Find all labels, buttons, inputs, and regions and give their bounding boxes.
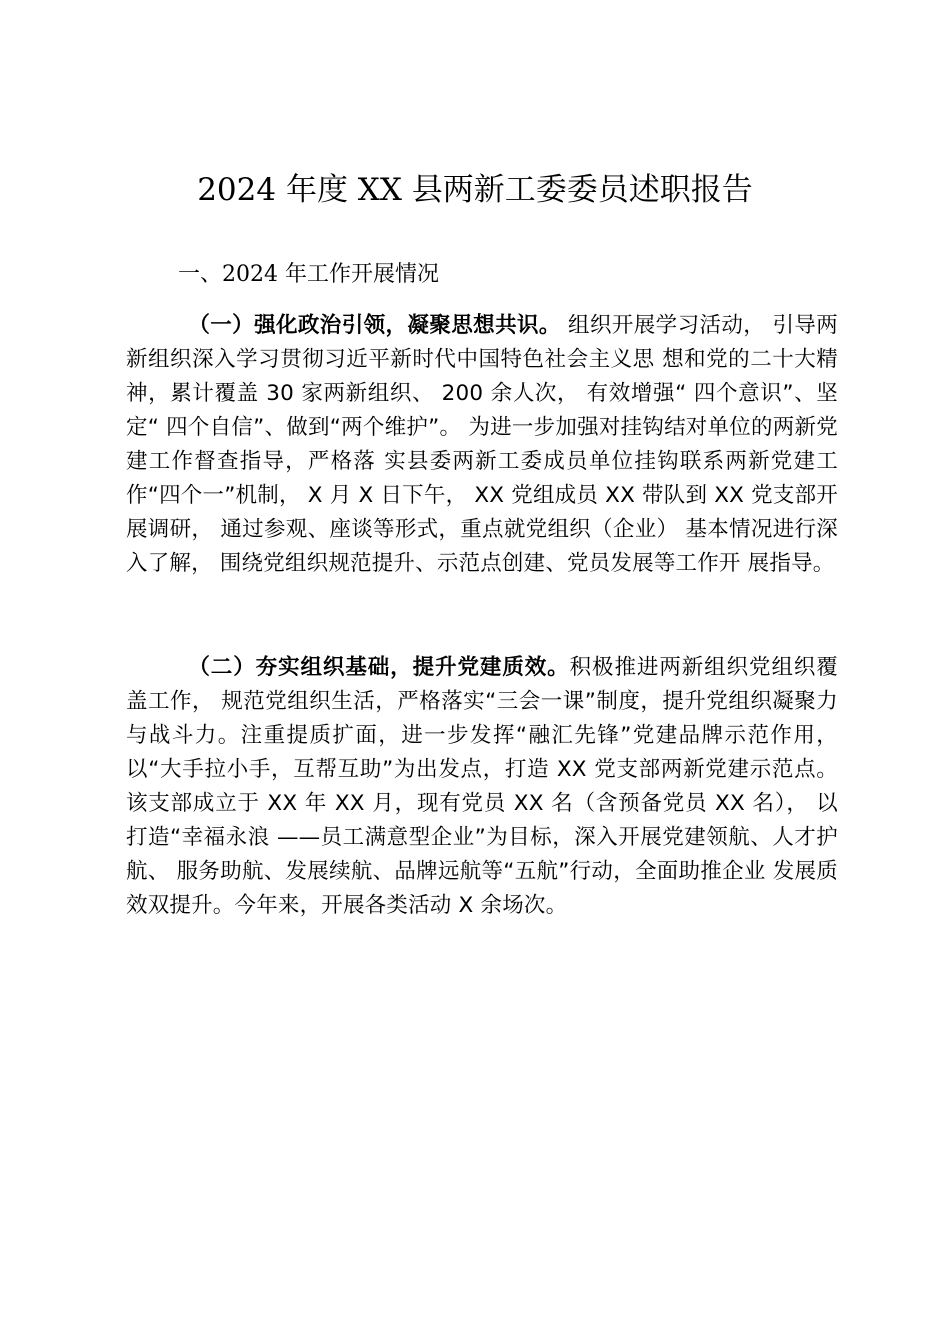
paragraph-2-body: 积极推进两新组织党组织覆盖工作， 规范党组织生活，严格落实“三会一课”制度，提升党组织凝聚力与战斗力。注重提质扩面，进一步发挥“融汇先锋”党建品牌示范作用，以“大手拉小手，互帮互助”为出发点，打造 XX 党支部两新党建示范点。 该支部成立于 XX 年 XX 月，现有党员 XX 名（含预备党员 XX 名）， 以打造“幸福永浪 ——员工满意型企业”为目标，深入开展党建领航、人才护航、 服务助航、发展续航、品牌远航等“五航”行动，全面助推企业 发展质效双提升。今年来，开展各类活动 X 余场次。 (126, 655, 839, 918)
paragraph-2-lead: （二）夯实组织基础，提升党建质效。 (188, 655, 570, 680)
paragraph-2 (126, 651, 838, 923)
section-heading: 一、2024 年工作开展情况 (178, 262, 439, 287)
paragraph-1 (126, 309, 838, 581)
page-title: 2024 年度 XX 县两新工委委员述职报告 (197, 172, 753, 208)
paragraph-1-body: 组织开展学习活动， 引导两新组织深入学习贯彻习近平新时代中国特色社会主义思 想和党的二十大精神，累计覆盖 30 家两新组织、 200 余人次， 有效增强“ 四个意识”、坚定“ 四个自信”、做到“两个维护”。 为进一步加强对挂钩结对单位的两新党建工作督查指导，严格落 实县委两新工委成员单位挂钩联系两新党建工作“四个一”机制， X 月 X 日下午， XX 党组成员 XX 带队到 XX 党支部开展调研， 通过参观、座谈等形式，重点就党组织（企业） 基本情况进行深 入了解， 围绕党组织规范提升、示范点创建、党员发展等工作开 展指导。 (126, 313, 838, 576)
paragraph-1-lead: （一）强化政治引领，凝聚思想共识。 (188, 313, 561, 338)
